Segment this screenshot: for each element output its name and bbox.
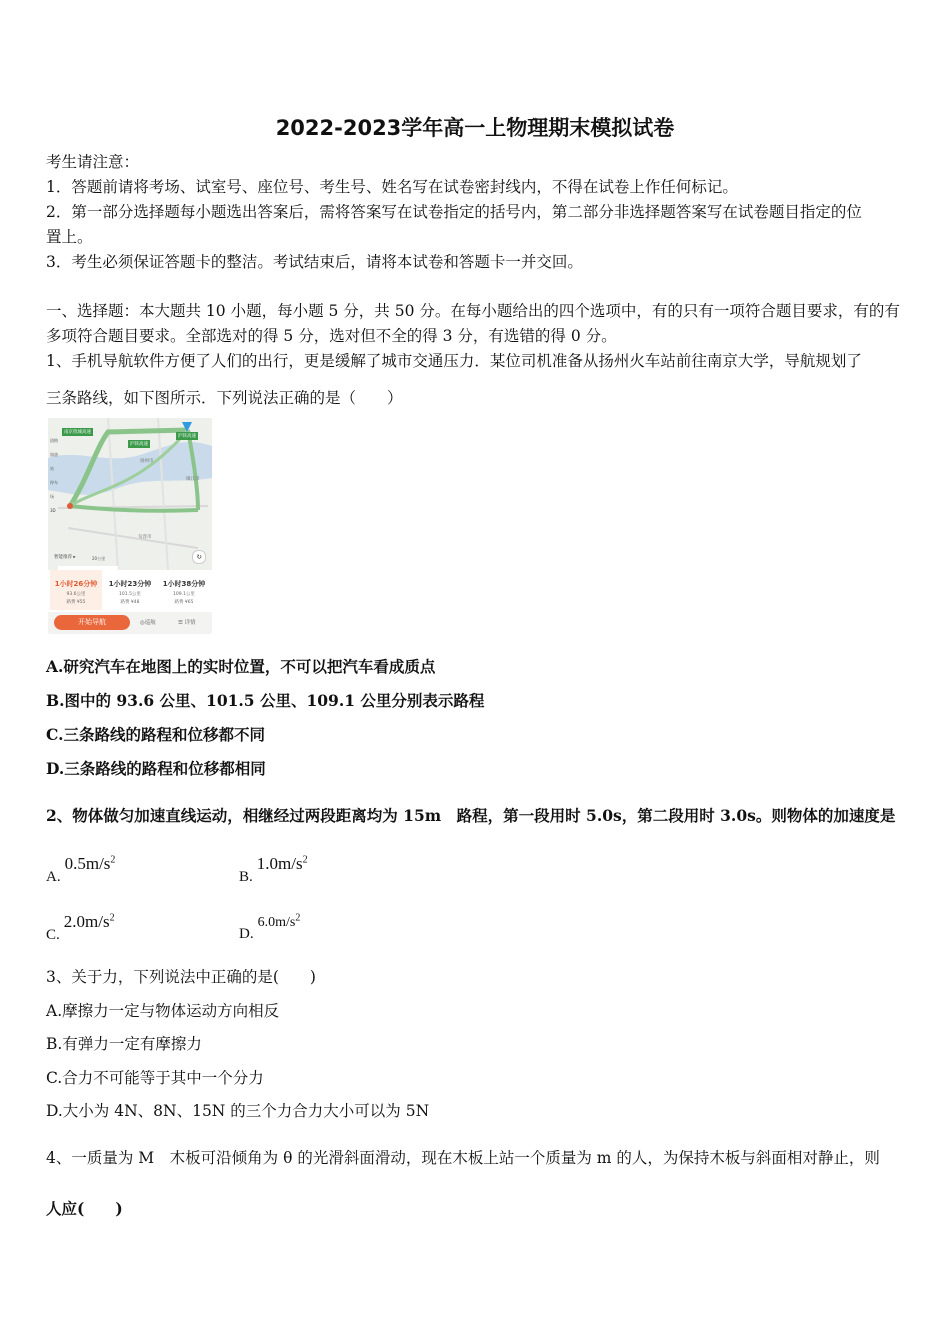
details-button[interactable]: ☰ 详情 [178,620,196,626]
map-side-label[interactable]: 停车场 [50,480,58,499]
refresh-icon[interactable]: ↻ [192,550,206,564]
route-card[interactable] [50,570,102,610]
route-time: 1小时23分钟 [108,580,152,588]
section-instructions: 多项符合题目要求。全部选对的得 5 分，选对但不全的得 3 分，有选错的得 0 分。 [46,327,617,345]
notice-item: 置上。 [46,228,93,246]
notice-heading: 考生请注意： [46,153,140,171]
navigation-map-image [48,418,212,634]
map-side-label[interactable]: 3D [50,508,56,513]
road-label: 沪陕高速 [130,442,148,447]
q1-option: C.三条路线的路程和位移都不同 [46,725,265,744]
q2-option [46,912,115,944]
road-label: 沪陕高速 [178,434,196,439]
place-label: 镇江市 [186,477,200,482]
cruise-button[interactable]: ◎巡航 [140,620,156,626]
route-extra: 路费 ¥55 [66,600,86,605]
q4-stem: 人应( ) [46,1199,123,1218]
route-time: 1小时26分钟 [54,580,98,588]
q1-option: A.研究汽车在地图上的实时位置，不可以把汽车看成质点 [46,657,436,676]
q3-option: B.有弹力一定有摩擦力 [46,1035,202,1053]
road-label: 南京绕城高速 [64,430,91,435]
place-label: 句容市 [138,535,152,540]
route-time: 1小时38分钟 [162,580,206,588]
option-value: $1.0m/s^2$ [256,854,308,873]
route-distance: 101.5公里 [119,592,141,597]
q1-option: D.三条路线的路程和位移都相同 [46,759,266,778]
q1-stem: 1、手机导航软件方便了人们的出行，更是缓解了城市交通压力．某位司机准备从扬州火车站前往南京大学，导航规划了 [46,352,862,370]
notice-item: 3．考生必须保证答题卡的整洁。考试结束后，请将本试卷和答题卡一并交回。 [46,253,583,271]
notice-item: 1．答题前请将考场、试室号、座位号、考生号、姓名写在试卷密封线内，不得在试卷上作任何标记。 [46,178,738,196]
option-value: $2.0m/s^2$ [63,912,115,931]
q4-stem: 4、一质量为 M 木板可沿倾角为 θ 的光滑斜面滑动，现在木板上站一个质量为 m 的人，为保持木板与斜面相对静止，则 [46,1149,880,1167]
route-cards [48,570,212,612]
recommend-tag[interactable]: 智能推荐 ▸ [54,555,76,560]
notice-item: 2．第一部分选择题每小题选出答案后，需将答案写在试卷指定的括号内，第二部分非选择题答案写在试卷题目指定的位 [46,203,862,221]
route-card[interactable] [104,570,156,610]
route-extra: 路费 ¥48 [120,600,140,605]
q2-option [239,854,308,886]
route-card[interactable] [158,570,210,610]
start-navigation-button[interactable]: 开始导航 [54,615,130,630]
option-value: $6.0m/s^2$ [257,912,301,930]
option-label: D. [239,926,254,942]
section-instructions: 一、选择题：本大题共 10 小题，每小题 5 分，共 50 分。在每小题给出的四个选项中，有的只有一项符合题目要求，有的有 [46,302,900,320]
q1-stem: 三条路线，如下图所示．下列说法正确的是（ ） [46,389,403,407]
q3-option: D.大小为 4N、8N、15N 的三个力合力大小可以为 5N [46,1102,430,1120]
map-side-label[interactable]: 团购 [50,438,58,443]
q3-option: A.摩擦力一定与物体运动方向相反 [46,1002,280,1020]
route-distance: 109.1公里 [173,592,195,597]
q1-option: B.图中的 93.6 公里、101.5 公里、109.1 公里分别表示路程 [46,691,485,710]
map-side-label[interactable]: 加油站 [50,452,58,471]
route-distance: 93.6公里 [66,592,86,597]
map-scale: 20公里 [92,556,106,561]
exam-title: 2022-2023学年高一上物理期末模拟试卷 [275,116,675,140]
option-label: B. [239,869,253,885]
route-extra: 路费 ¥65 [174,600,194,605]
option-value: $0.5m/s^2$ [64,854,116,873]
place-label: 扬州市 [140,459,154,464]
option-label: C. [46,927,60,943]
q2-option [239,912,301,943]
q2-stem: 2、物体做匀加速直线运动，相继经过两段距离均为 15m 路程，第一段用时 5.0s，第二段用时 3.0s。则物体的加速度是 [46,806,896,825]
map-side-toolbar[interactable] [50,434,60,518]
q3-option: C.合力不可能等于其中一个分力 [46,1069,264,1087]
q3-stem: 3、关于力，下列说法中正确的是( ) [46,968,316,986]
q2-option [46,854,116,886]
option-label: A. [46,869,61,885]
